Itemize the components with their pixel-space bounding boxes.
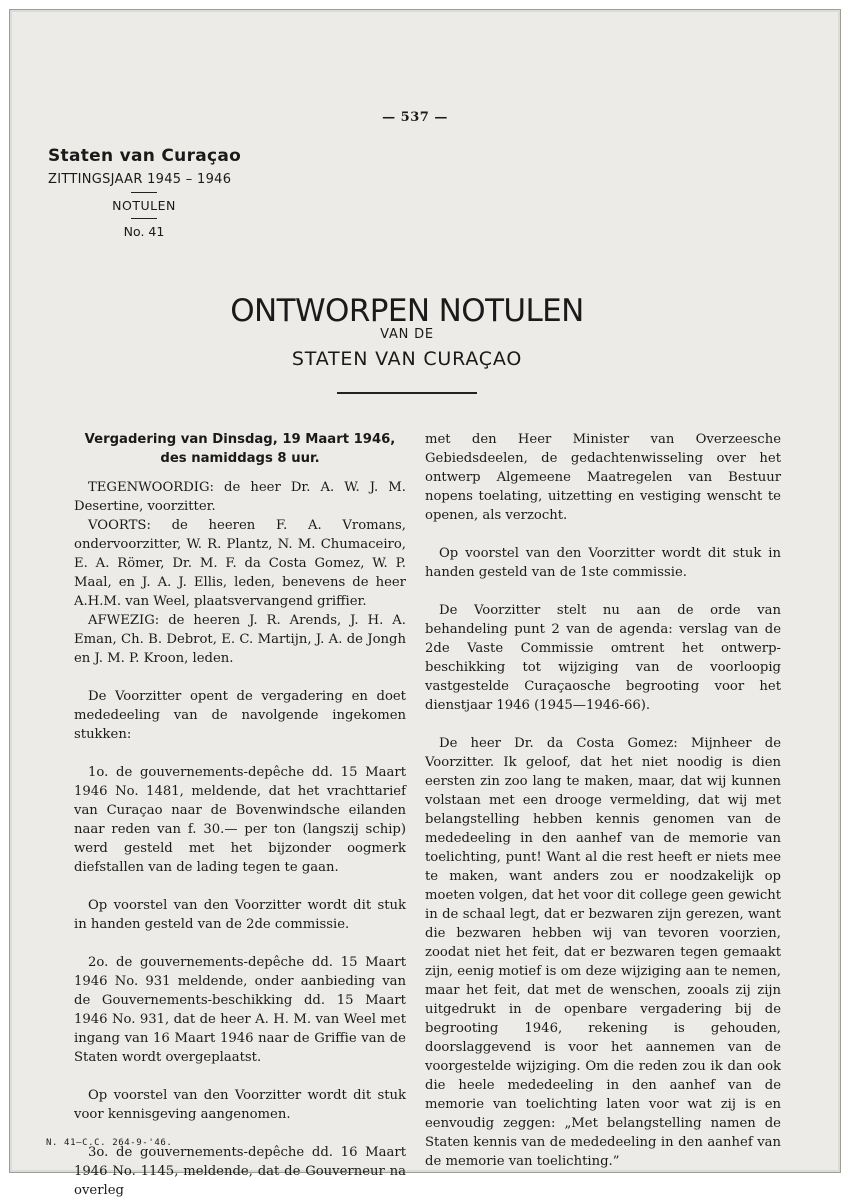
meeting-heading: [74, 430, 406, 468]
document-title: ONTWORPEN NOTULEN: [230, 293, 584, 329]
document-type: NOTULEN: [112, 198, 176, 213]
paragraph-present: TEGENWOORDIG: de heer Dr. A. W. J. M. Desertine, voorzitter.: [74, 480, 406, 514]
title-block: [210, 292, 604, 370]
title-underline: [337, 392, 477, 394]
title-institution: STATEN VAN CURAÇAO: [291, 348, 523, 370]
paragraph-item-3-continued: met den Heer Minister van Overzeesche Gebiedsdeelen, de gedachtenwisseling over het ontwerp Algemeene Maatregelen van Bestuur nopens toelating, uitzetting en vestiging wenscht te openen, als verzocht.: [425, 432, 781, 523]
paragraph-item-1: 1o. de gouvernements-depêche dd. 15 Maart 1946 No. 1481, meldende, dat het vrachttarief van Curaçao naar de Bovenwindsche eilanden naar reden van f. 30.— per ton (langszij schip) werd gesteld met het bijzonder oogmerk diefstallen van de lading tegen te gaan.: [74, 765, 406, 875]
paragraph-decision-2: Op voorstel van den Voorzitter wordt dit stuk voor kennisgeving aangenomen.: [74, 1088, 406, 1122]
paragraph-decision-3: Op voorstel van den Voorzitter wordt dit stuk in handen gesteld van de 1ste commissie.: [425, 546, 781, 580]
meeting-time: des namiddags 8 uur.: [160, 451, 320, 466]
page-number: — 537 —: [382, 110, 448, 125]
title-connector: VAN DE: [380, 327, 434, 342]
document-number: No. 41: [123, 224, 165, 239]
document-page: [9, 9, 841, 1198]
left-column: [74, 430, 406, 1200]
paragraph-also-present: VOORTS: de heeren F. A. Vromans, ondervoorzitter, W. R. Plantz, N. M. Chumaceiro, E. A. Römer, Dr. M. F. da Costa Gomez, W. P. Maal, en J. A. J. Ellis, leden, benevens de heer A.H.M. van Weel, plaatsvervangend griffier.: [74, 518, 406, 609]
masthead-divider: [131, 192, 157, 193]
print-code: N. 41—C.C. 264-9-'46.: [46, 1138, 173, 1148]
paragraph-opening: De Voorzitter opent de vergadering en doet mededeeling van de navolgende ingekomen stukken:: [74, 689, 406, 742]
paragraph-speech: De heer Dr. da Costa Gomez: Mijnheer de Voorzitter. Ik geloof, dat het niet noodig is dien eersten zin zoo lang te maken, maar, dat wij kunnen volstaan met een drooge vermelding, dat wij met belangstelling hebben kennis genomen van de mededeeling in den aanhef van de memorie van toelichting, punt! Want al die rest heeft er niets mee te maken, want anders zou er noodzakelijk op moeten volgen, dat het voor dit college geen gewicht in de schaal legt, dat er bezwaren zijn gerezen, want die bezwaren hebben wij van tevoren voorzien, zoodat niet het feit, dat er bezwaren tegen gemaakt zijn, eenig motief is om deze wijziging aan te nemen, maar het feit, dat met de wenschen, zooals zij zijn uitgedrukt in de openbare vergadering bij de begrooting 1946, rekening is gehouden, doorslaggevend is voor het aannemen van de voorgestelde wijziging. Om die reden zou ik dan ook die heele mededeeling in den aanhef van de memorie van toelichting laten voor wat zij is en eenvoudig zeggen: „Met belangstelling namen de Staten kennis van de mededeeling in den aanhef van de memorie van toelichting.”: [425, 736, 781, 1169]
masthead-divider: [131, 218, 157, 219]
paragraph-absent: AFWEZIG: de heeren J. R. Arends, J. H. A. Eman, Ch. B. Debrot, E. C. Martijn, J. A. de Jongh en J. M. P. Kroon, leden.: [74, 613, 406, 666]
paragraph-item-2: 2o. de gouvernements-depêche dd. 15 Maart 1946 No. 931 meldende, onder aanbieding van de Gouvernements-beschikking dd. 15 Maart 1946 No. 931, dat de heer A. H. M. van Weel met ingang van 16 Maart 1946 naar de Griffie van de Staten wordt overgeplaatst.: [74, 955, 406, 1065]
right-column: [425, 430, 781, 1171]
institution-name: Staten van Curaçao: [48, 146, 242, 166]
paragraph-decision-1: Op voorstel van den Voorzitter wordt dit stuk in handen gesteld van de 2de commissie.: [74, 898, 406, 932]
session-year: ZITTINGSJAAR 1945 – 1946: [48, 172, 232, 187]
masthead: [40, 146, 260, 239]
paragraph-agenda-item: De Voorzitter stelt nu aan de orde van behandeling punt 2 van de agenda: verslag van de 2de Vaste Commissie omtrent het ontwerp-beschikking tot wijziging van de voorloopig vastgestelde Curaçaosche begrooting voor het dienstjaar 1946 (1945—1946-66).: [425, 603, 781, 713]
paragraph-item-3: 3o. de gouvernements-depêche dd. 16 Maart 1946 No. 1145, meldende, dat de Gouverneur na overleg: [74, 1145, 406, 1198]
meeting-date: Vergadering van Dinsdag, 19 Maart 1946,: [84, 432, 396, 447]
